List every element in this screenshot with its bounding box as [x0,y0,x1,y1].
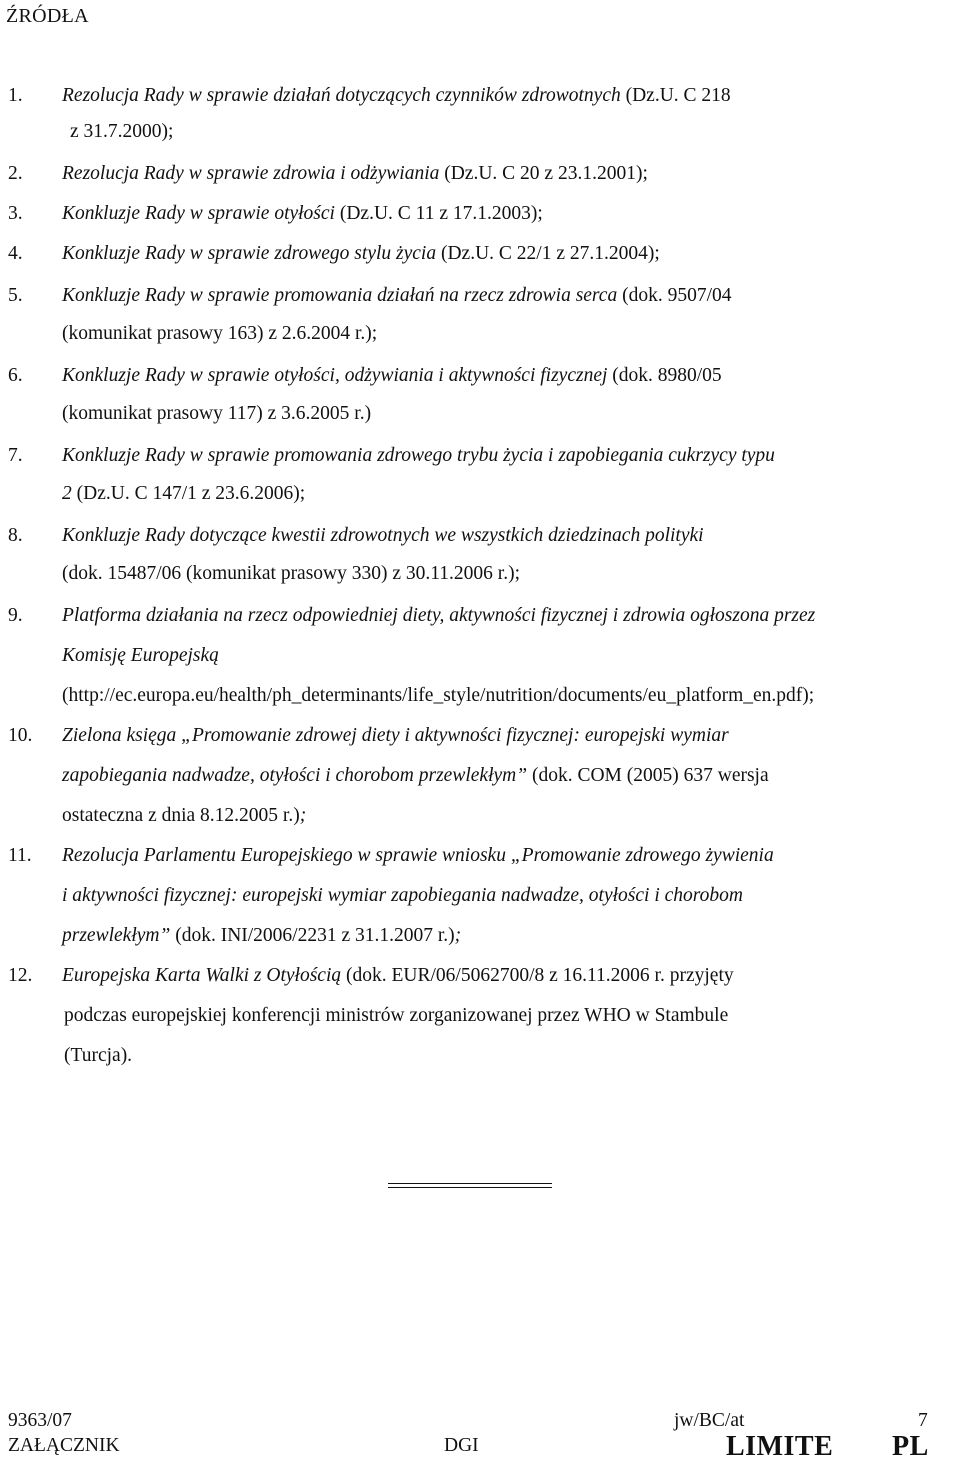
reference-line [62,482,305,506]
footer-language: PL [892,1431,929,1462]
reference-line [62,402,371,426]
footer-dg: DGI [444,1435,479,1456]
footer-annex: ZAŁĄCZNIK [8,1435,120,1456]
reference-title: Konkluzje Rady w sprawie promowania zdrowego trybu życia i zapobiegania cukrzycy typu [62,445,775,466]
reference-citation: (dok. 8980/05 [607,365,722,386]
reference-number: 12. [8,965,33,986]
reference-number: 9. [8,605,23,626]
reference-title: Platforma działania na rzecz odpowiedniej diety, aktywności fizycznej i zdrowia ogłoszona przez [62,605,816,626]
reference-line [62,84,731,108]
separator-line [388,1187,552,1188]
reference-citation: z 31.7.2000); [70,121,174,142]
reference-number: 4. [8,243,23,264]
reference-line [64,1044,132,1068]
reference-line [62,322,377,346]
reference-line [62,804,306,828]
reference-number: 6. [8,365,23,386]
reference-citation: (dok. 15487/06 (komunikat prasowy 330) z 30.11.2006 r.); [62,563,521,584]
reference-line [62,924,461,948]
reference-title: Konkluzje Rady dotyczące kwestii zdrowotnych we wszystkich dziedzinach polityki [62,525,704,546]
reference-title: Konkluzje Rady w sprawie otyłości [62,203,335,224]
reference-title: ; [454,925,462,946]
reference-citation: (dok. COM (2005) 637 wersja [527,765,769,786]
page-heading: ŹRÓDŁA [6,5,89,27]
reference-line [62,524,704,548]
reference-title: zapobiegania nadwadze, otyłości i chorobom przewlekłym” [62,765,528,786]
reference-number: 8. [8,525,23,546]
reference-line [62,684,814,708]
reference-line [62,242,660,266]
reference-line [62,162,648,186]
reference-citation: (Dz.U. C 22/1 z 27.1.2004); [436,243,660,264]
reference-citation: (http://ec.europa.eu/health/ph_determinants/life_style/nutrition/documents/eu_platform_en.pdf); [62,685,815,706]
reference-line [62,444,775,468]
reference-title: Konkluzje Rady w sprawie otyłości, odżywiania i aktywności fizycznej [62,365,608,386]
reference-title: przewlekłym” [62,925,171,946]
reference-line [62,562,520,586]
reference-citation: (komunikat prasowy 163) z 2.6.2004 r.); [62,323,378,344]
reference-number: 7. [8,445,23,466]
reference-number: 2. [8,163,23,184]
reference-title: Rezolucja Rady w sprawie zdrowia i odżywiania [62,163,440,184]
reference-citation: podczas europejskiej konferencji ministrów zorganizowanej przez WHO w Stambule [64,1005,729,1026]
reference-number: 5. [8,285,23,306]
reference-citation: (Dz.U. C 20 z 23.1.2001); [439,163,648,184]
reference-title: ; [299,805,307,826]
footer-initials: jw/BC/at [674,1410,745,1431]
footer-classification: LIMITE [726,1431,834,1462]
reference-line [62,764,769,788]
reference-title: Komisję Europejską [62,645,219,666]
reference-citation: (komunikat prasowy 117) z 3.6.2005 r.) [62,403,372,424]
footer-page-number: 7 [918,1410,928,1431]
reference-citation: ostateczna z dnia 8.12.2005 r.) [62,805,300,826]
reference-line [70,120,173,144]
reference-line [62,964,734,988]
reference-title: Konkluzje Rady w sprawie zdrowego stylu życia [62,243,437,264]
reference-title: Rezolucja Parlamentu Europejskiego w sprawie wniosku „Promowanie zdrowego żywienia [62,845,774,866]
reference-line [62,364,722,388]
reference-line [62,884,743,908]
reference-citation: (dok. 9507/04 [617,285,732,306]
reference-number: 10. [8,725,33,746]
reference-line [62,724,729,748]
reference-citation: (Turcja). [64,1045,133,1066]
reference-line [62,284,732,308]
reference-number: 1. [8,85,23,106]
reference-title: 2 [62,483,72,504]
reference-line [64,1004,728,1028]
reference-citation: (dok. INI/2006/2231 z 31.1.2007 r.) [170,925,455,946]
reference-title: Zielona księga „Promowanie zdrowej diety i aktywności fizycznej: europejski wymiar [62,725,729,746]
reference-citation: (Dz.U. C 218 [620,85,731,106]
reference-title: Konkluzje Rady w sprawie promowania działań na rzecz zdrowia serca [62,285,618,306]
reference-line [62,644,219,668]
reference-number: 3. [8,203,23,224]
footer-doc-number: 9363/07 [8,1410,72,1431]
reference-title: i aktywności fizycznej: europejski wymiar zapobiegania nadwadze, otyłości i chorobom [62,885,743,906]
reference-citation: (Dz.U. C 11 z 17.1.2003); [334,203,543,224]
reference-citation: (Dz.U. C 147/1 z 23.6.2006); [71,483,306,504]
reference-title: Europejska Karta Walki z Otyłością [62,965,342,986]
reference-number: 11. [8,845,32,866]
reference-line [62,604,815,628]
reference-title: Rezolucja Rady w sprawie działań dotyczących czynników zdrowotnych [62,85,621,106]
separator-line [388,1183,552,1184]
reference-line [62,844,774,868]
reference-line [62,202,543,226]
reference-citation: (dok. EUR/06/5062700/8 z 16.11.2006 r. przyjęty [341,965,734,986]
